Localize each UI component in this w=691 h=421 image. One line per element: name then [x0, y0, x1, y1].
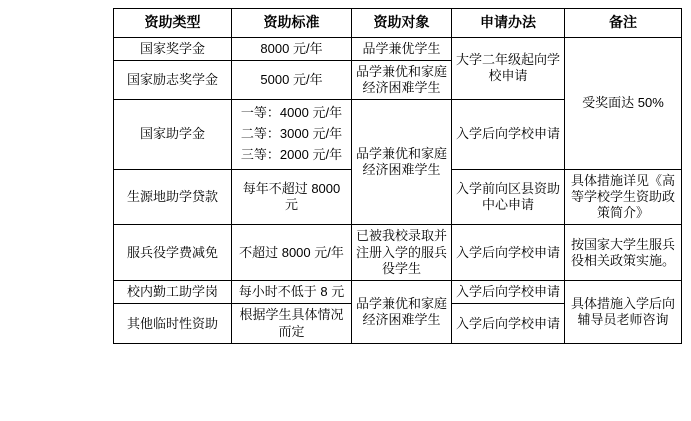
cell-standard: 8000 元/年 — [232, 37, 352, 60]
cell-remark: 按国家大学生服兵役相关政策实施。 — [565, 225, 682, 281]
column-header-target: 资助对象 — [352, 9, 452, 38]
cell-remark: 具体措施入学后向辅导员老师咨询 — [565, 281, 682, 344]
cell-type: 国家励志奖学金 — [114, 60, 232, 100]
cell-method: 入学后向学校申请 — [452, 225, 565, 281]
cell-type: 国家助学金 — [114, 100, 232, 169]
cell-type: 服兵役学费减免 — [114, 225, 232, 281]
cell-method: 入学后向学校申请 — [452, 304, 565, 344]
cell-standard: 根据学生具体情况而定 — [232, 304, 352, 344]
table-row — [114, 37, 682, 60]
column-header-type: 资助类型 — [114, 9, 232, 38]
column-header-remark: 备注 — [565, 9, 682, 38]
cell-target: 品学兼优和家庭经济困难学生 — [352, 100, 452, 225]
table-header — [114, 9, 682, 38]
cell-method: 入学前向区县资助中心申请 — [452, 169, 565, 225]
cell-type: 校内勤工助学岗 — [114, 281, 232, 304]
table-row — [114, 225, 682, 281]
cell-standard: 5000 元/年 — [232, 60, 352, 100]
cell-method: 入学后向学校申请 — [452, 281, 565, 304]
student-aid-table — [113, 8, 682, 344]
tier-line-2: 二等：3000 元/年 — [240, 126, 343, 142]
cell-remark: 具体措施详见《高等学校学生资助政策简介》 — [565, 169, 682, 225]
column-header-method: 申请办法 — [452, 9, 565, 38]
cell-method: 大学二年级起向学校申请 — [452, 37, 565, 100]
cell-type: 生源地助学贷款 — [114, 169, 232, 225]
column-header-standard: 资助标准 — [232, 9, 352, 38]
cell-standard: 每年不超过 8000 元 — [232, 169, 352, 225]
cell-standard-tiers — [232, 100, 352, 169]
table-header-row — [114, 9, 682, 38]
cell-standard: 不超过 8000 元/年 — [232, 225, 352, 281]
table-body — [114, 37, 682, 343]
tier-line-3: 三等：2000 元/年 — [240, 146, 343, 162]
cell-standard: 每小时不低于 8 元 — [232, 281, 352, 304]
table-row — [114, 281, 682, 304]
cell-target: 品学兼优和家庭经济困难学生 — [352, 60, 452, 100]
cell-target: 已被我校录取并注册入学的服兵役学生 — [352, 225, 452, 281]
cell-target: 品学兼优学生 — [352, 37, 452, 60]
cell-remark: 受奖面达 50% — [565, 37, 682, 169]
cell-type: 其他临时性资助 — [114, 304, 232, 344]
cell-method: 入学后向学校申请 — [452, 100, 565, 169]
cell-type: 国家奖学金 — [114, 37, 232, 60]
tier-line-1: 一等：4000 元/年 — [240, 105, 343, 121]
cell-target: 品学兼优和家庭经济困难学生 — [352, 281, 452, 344]
